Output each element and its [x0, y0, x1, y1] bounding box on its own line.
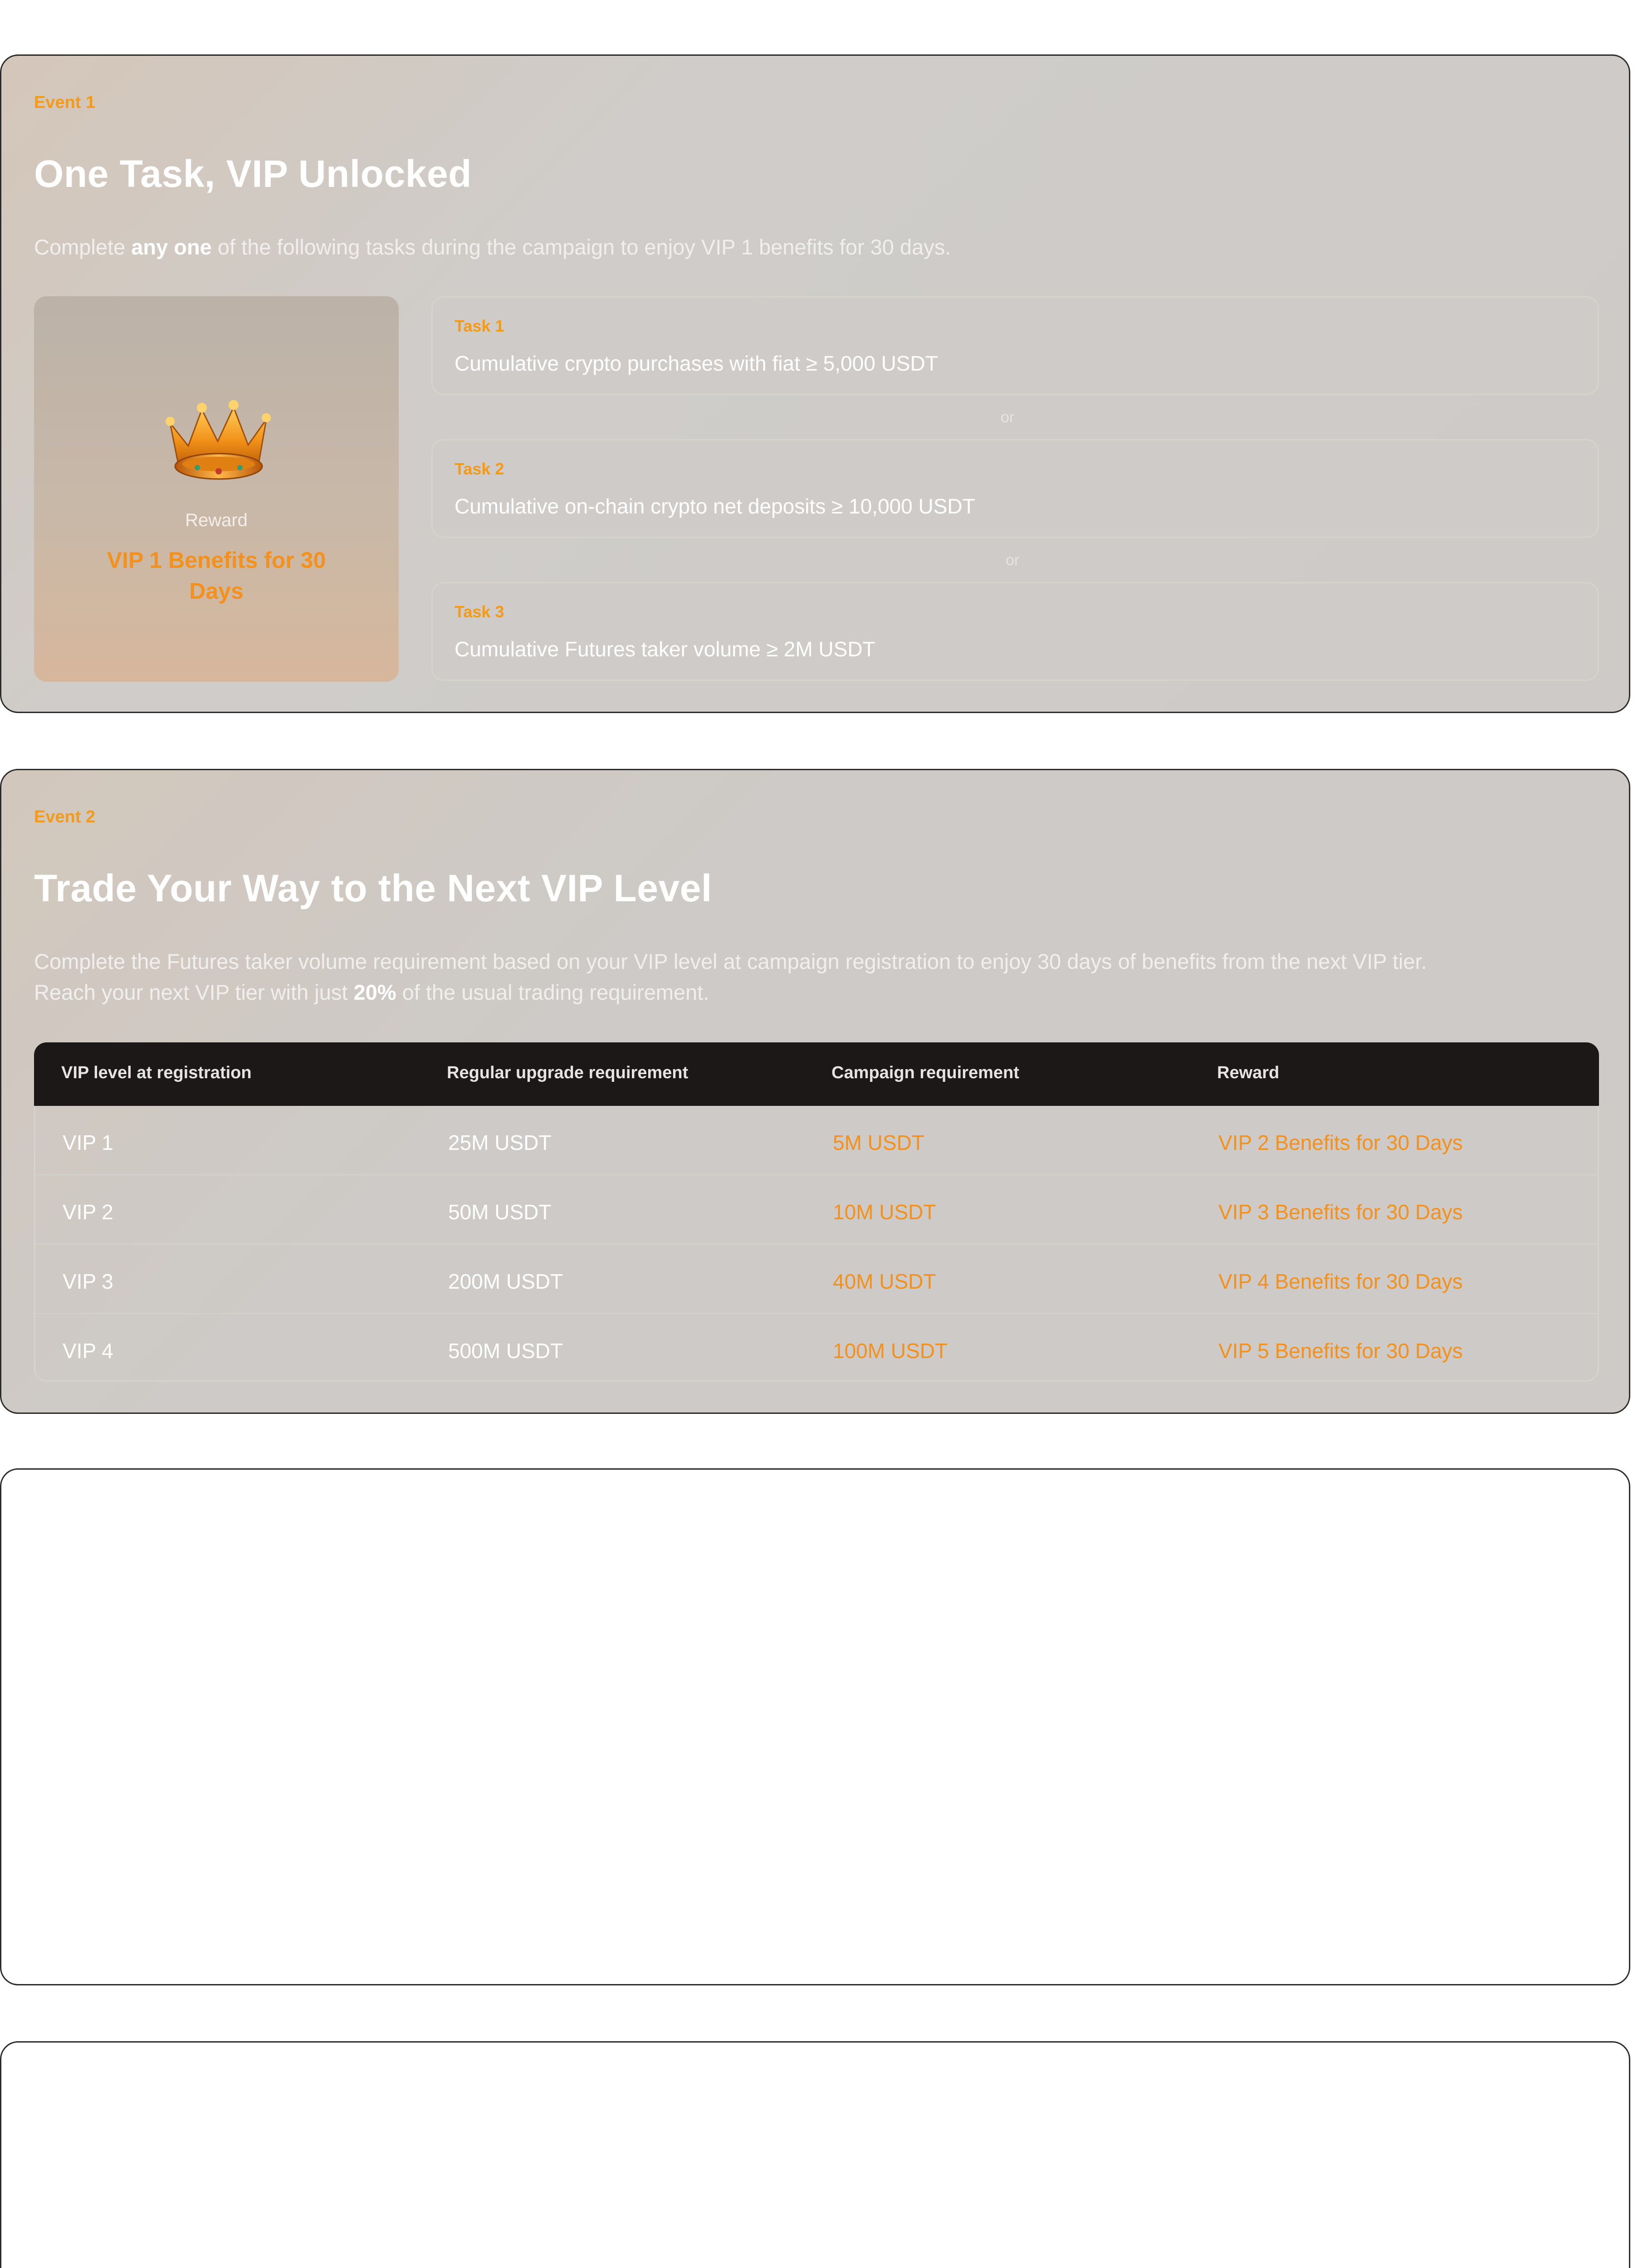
vip-level-cell: VIP 2: [63, 1200, 113, 1224]
vip-level-cell: VIP 1: [63, 1131, 113, 1154]
regular-requirement-cell: 500M USDT: [448, 1339, 563, 1363]
column-header: VIP level at registration: [61, 1063, 252, 1082]
event-1-card: [0, 54, 1630, 713]
task-card-3: [431, 582, 1599, 681]
or-separator: or: [1001, 409, 1015, 426]
table-row: [35, 1175, 1598, 1245]
campaign-requirement-cell: 40M USDT: [833, 1270, 936, 1293]
task-card-1: [431, 296, 1599, 395]
reward-card: [34, 296, 399, 682]
task-text: Cumulative Futures taker volume ≥ 2M USDT: [455, 637, 875, 661]
campaign-requirement-cell: 100M USDT: [833, 1339, 948, 1363]
regular-requirement-cell: 25M USDT: [448, 1131, 552, 1154]
event-description: Complete any one of the following tasks during the campaign to enjoy VIP 1 benefits for 30 days.: [34, 235, 951, 259]
reward-cell: VIP 2 Benefits for 30 Days: [1218, 1131, 1463, 1154]
vip-level-cell: VIP 3: [63, 1270, 113, 1293]
task-card-2: [431, 439, 1599, 538]
vip-upgrade-table: [34, 1042, 1599, 1382]
vip-level-cell: VIP 4: [63, 1339, 113, 1363]
event-tag: Event 2: [34, 807, 96, 826]
regular-requirement-cell: 50M USDT: [448, 1200, 552, 1224]
column-header: Campaign requirement: [831, 1063, 1019, 1082]
event-2-card: [0, 769, 1630, 1414]
crown-icon: [161, 391, 274, 487]
reward-value: VIP 1 Benefits for 30 Days: [107, 547, 326, 604]
or-separator: or: [1006, 552, 1020, 569]
regular-requirement-cell: 200M USDT: [448, 1270, 563, 1293]
table-row: [35, 1245, 1598, 1314]
task-label: Task 3: [455, 602, 504, 621]
reward-cell: VIP 5 Benefits for 30 Days: [1218, 1339, 1463, 1363]
event-title: One Task, VIP Unlocked: [34, 152, 472, 195]
empty-card: [0, 2041, 1630, 2268]
campaign-requirement-cell: 10M USDT: [833, 1200, 936, 1224]
task-label: Task 1: [455, 317, 504, 335]
empty-card: [0, 1468, 1630, 1985]
event-title: Trade Your Way to the Next VIP Level: [34, 867, 712, 909]
table-body: [34, 1106, 1599, 1382]
reward-cell: VIP 4 Benefits for 30 Days: [1218, 1270, 1463, 1293]
column-header: Regular upgrade requirement: [447, 1063, 689, 1082]
task-text: Cumulative crypto purchases with fiat ≥ 5,000 USDT: [455, 352, 938, 375]
event-description: Complete the Futures taker volume requirement based on your VIP level at campaign registration to enjoy 30 days of benefits from the next VIP tier. Reach your next VIP tier with just 20% of the usual trading requirement.: [34, 949, 1427, 1004]
table-header: [34, 1042, 1599, 1106]
reward-cell: VIP 3 Benefits for 30 Days: [1218, 1200, 1463, 1224]
task-label: Task 2: [455, 459, 504, 478]
table-row: [35, 1106, 1598, 1175]
reward-label: Reward: [185, 510, 248, 530]
campaign-requirement-cell: 5M USDT: [833, 1131, 924, 1154]
event-tag: Event 1: [34, 93, 96, 112]
column-header: Reward: [1217, 1063, 1280, 1082]
table-row: [35, 1314, 1598, 1383]
task-text: Cumulative on-chain crypto net deposits ≥ 10,000 USDT: [455, 494, 975, 518]
